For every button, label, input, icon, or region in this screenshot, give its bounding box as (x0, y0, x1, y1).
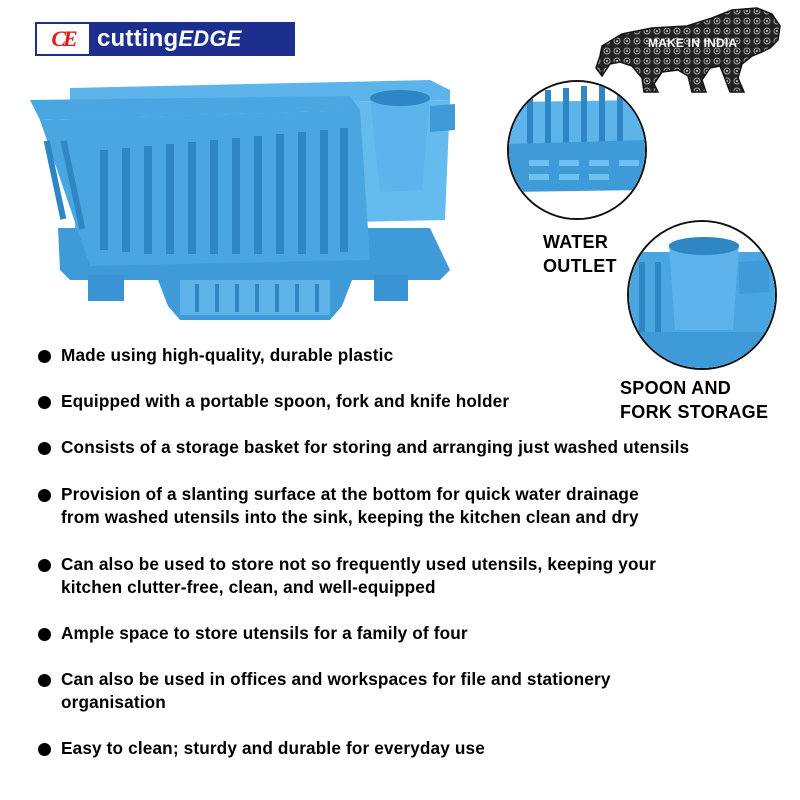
feature-item: Equipped with a portable spoon, fork and knife holder (38, 390, 798, 413)
logo-mark-icon: CE (37, 24, 91, 54)
water-outlet-zoom-image (507, 80, 647, 220)
brand-logo (35, 22, 295, 56)
bullet-icon (38, 396, 51, 409)
bullet-icon (38, 628, 51, 641)
bullet-icon (38, 442, 51, 455)
spoon-storage-label: SPOON AND FORK STORAGE (620, 378, 769, 422)
bullet-icon (38, 489, 51, 502)
feature-item: Can also be used to store not so frequently used utensils, keeping your kitchen clutter-free, clean, and well-equipped (38, 553, 798, 599)
water-outlet-label: WATER OUTLET (543, 232, 617, 276)
feature-item: Consists of a storage basket for storing and arranging just washed utensils (38, 436, 798, 459)
feature-item: Provision of a slanting surface at the bottom for quick water drainage from washed utensils into the sink, keeping the kitchen clean and dry (38, 483, 798, 529)
bullet-icon (38, 743, 51, 756)
dish-rack-product-image (30, 70, 470, 340)
bullet-icon (38, 559, 51, 572)
brand-wordmark: cuttingEDGE (97, 25, 242, 52)
bullet-icon (38, 350, 51, 363)
bullet-icon (38, 674, 51, 687)
make-in-india-lion-icon (592, 6, 792, 96)
feature-item: Made using high-quality, durable plastic (38, 344, 798, 367)
feature-item: Ample space to store utensils for a family of four (38, 622, 798, 645)
feature-item: Can also be used in offices and workspaces for file and stationery organisation (38, 668, 798, 714)
feature-item: Easy to clean; sturdy and durable for everyday use (38, 737, 798, 760)
make-in-india-text: MAKE IN INDIA (648, 36, 738, 50)
